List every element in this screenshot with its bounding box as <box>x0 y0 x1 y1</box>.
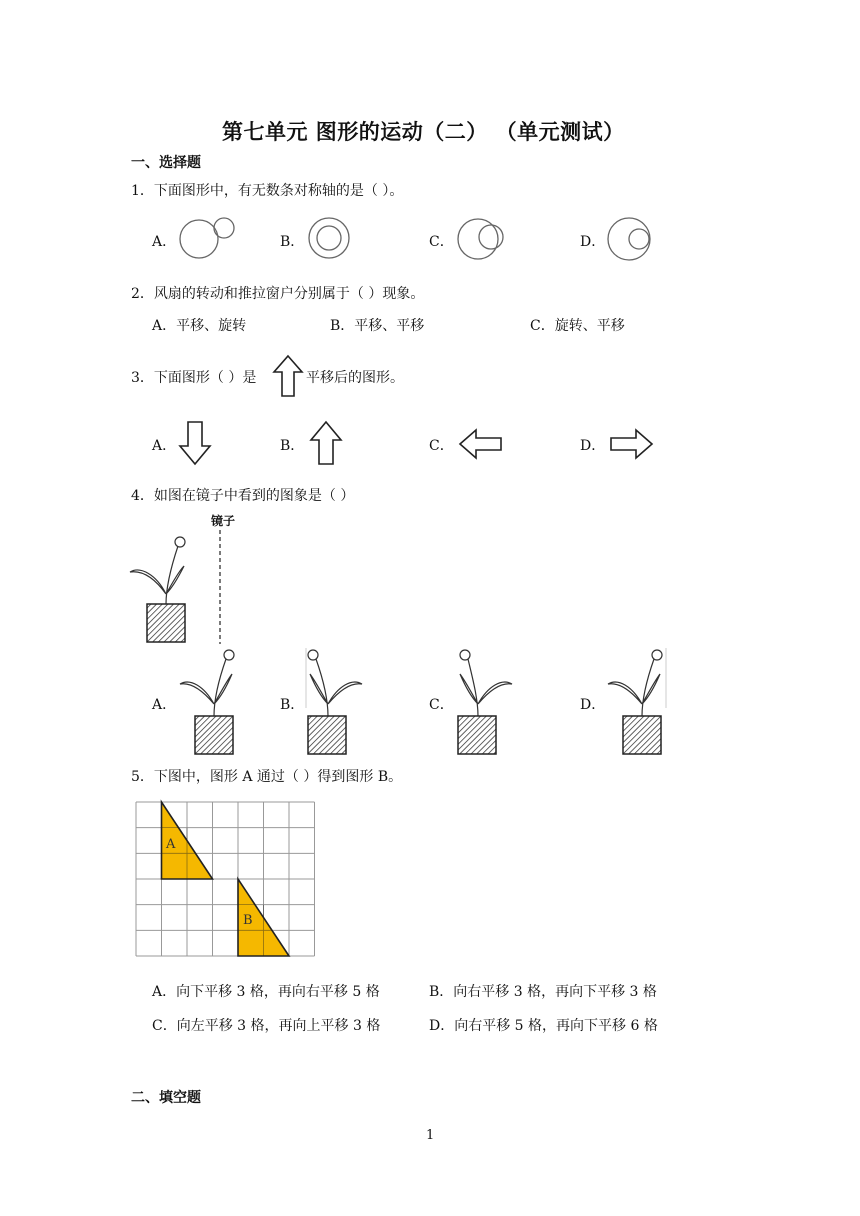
q5-shape-a-label: A <box>166 837 176 852</box>
q5-grid-figure <box>136 802 318 960</box>
q3-option-c-left-arrow-icon <box>458 428 504 460</box>
page-title: 第七单元 图形的运动（二） （单元测试） <box>222 120 625 144</box>
section-heading-choice: 一、选择题 <box>131 155 201 171</box>
q3-option-d-label: D． <box>580 438 606 454</box>
q4-option-d-plant-figure <box>604 648 674 758</box>
q3-option-b-up-arrow-icon <box>309 420 343 466</box>
q1-option-c-figure <box>455 215 510 265</box>
q1-option-b-label: B． <box>280 234 305 250</box>
q1-option-a-label: A． <box>152 234 177 250</box>
q4-original-plant-figure <box>128 536 198 646</box>
q5-option-b: B．向右平移 3 格，再向下平移 3 格 <box>429 984 657 1000</box>
q2-option-b: B．平移、平移 <box>330 318 425 334</box>
q5-option-a: A．向下平移 3 格，再向右平移 5 格 <box>152 984 380 1000</box>
section-heading-fill-blank: 二、填空题 <box>131 1090 201 1106</box>
q5-option-c: C．向左平移 3 格，再向上平移 3 格 <box>152 1018 381 1034</box>
question-5-text: 5．下图中，图形 A 通过（ ）得到图形 B。 <box>131 769 403 785</box>
q4-option-a-label: A． <box>152 697 177 713</box>
q3-option-b-label: B． <box>280 438 305 454</box>
q1-option-a-figure <box>178 215 238 265</box>
q3-reference-up-arrow-icon <box>272 354 304 398</box>
q3-option-c-label: C． <box>429 438 454 454</box>
q1-option-b-figure <box>307 215 357 265</box>
question-3-text-before: 3．下面图形（ ）是 <box>131 370 257 386</box>
question-2-text: 2．风扇的转动和推拉窗户分别属于（ ）现象。 <box>131 286 425 302</box>
q5-option-d: D．向右平移 5 格，再向下平移 6 格 <box>429 1018 658 1034</box>
q4-option-d-label: D． <box>580 697 606 713</box>
q4-option-c-label: C． <box>429 697 454 713</box>
question-3-text-after: 平移后的图形。 <box>306 370 404 386</box>
q4-option-b-label: B． <box>280 697 305 713</box>
q4-option-a-plant-figure <box>176 648 246 758</box>
q4-option-b-plant-figure <box>300 648 370 758</box>
page-number: 1 <box>426 1128 435 1143</box>
q1-option-c-label: C． <box>429 234 454 250</box>
mirror-label: 镜子 <box>211 514 236 528</box>
q3-option-d-right-arrow-icon <box>608 428 654 460</box>
question-4-text: 4．如图在镜子中看到的图象是（ ） <box>131 488 355 504</box>
mirror-dashed-line <box>218 530 222 646</box>
q2-option-a: A．平移、旋转 <box>152 318 247 334</box>
question-1-text: 1．下面图形中，有无数条对称轴的是（ ）。 <box>131 183 404 199</box>
q3-option-a-label: A． <box>152 438 177 454</box>
q1-option-d-label: D． <box>580 234 606 250</box>
q1-option-d-figure <box>605 215 655 265</box>
q3-option-a-down-arrow-icon <box>178 420 212 466</box>
q2-option-c: C．旋转、平移 <box>530 318 625 334</box>
q5-shape-b-label: B <box>243 913 253 928</box>
q4-option-c-plant-figure <box>452 648 522 758</box>
